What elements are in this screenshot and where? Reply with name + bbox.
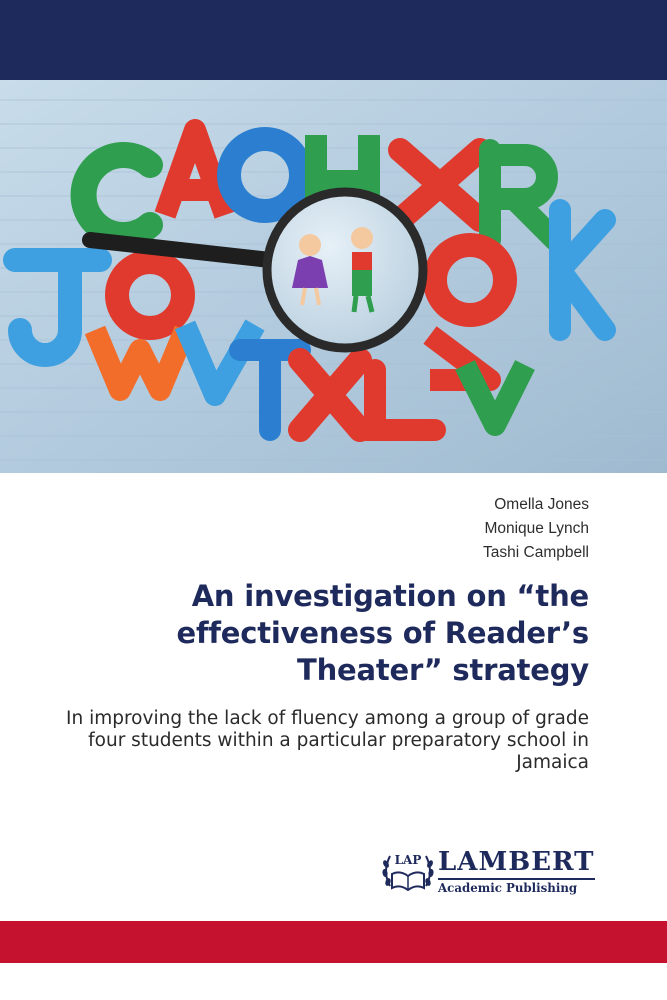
author-list (483, 493, 589, 565)
publisher-divider (438, 878, 595, 880)
author-name: Tashi Campbell (483, 544, 589, 561)
publisher-logo-text: LAP (394, 853, 422, 867)
publisher-tagline: Academic Publishing (438, 881, 578, 895)
author-name: Omella Jones (494, 496, 589, 513)
open-book-laurel-icon (380, 846, 436, 898)
book-title: An investigation on “the effectiveness of Reader’s Theater” strategy (176, 579, 589, 687)
cover-illustration (0, 80, 667, 473)
bottom-color-band (0, 921, 667, 963)
publisher-name: LAMBERT (438, 847, 595, 877)
top-color-band (0, 0, 667, 80)
author-name: Monique Lynch (484, 520, 589, 537)
book-subtitle: In improving the lack of fluency among a group of grade four students within a particular preparatory school in Jamaica (66, 708, 589, 773)
publisher-logo (380, 846, 600, 898)
barcode-area (158, 963, 603, 1000)
